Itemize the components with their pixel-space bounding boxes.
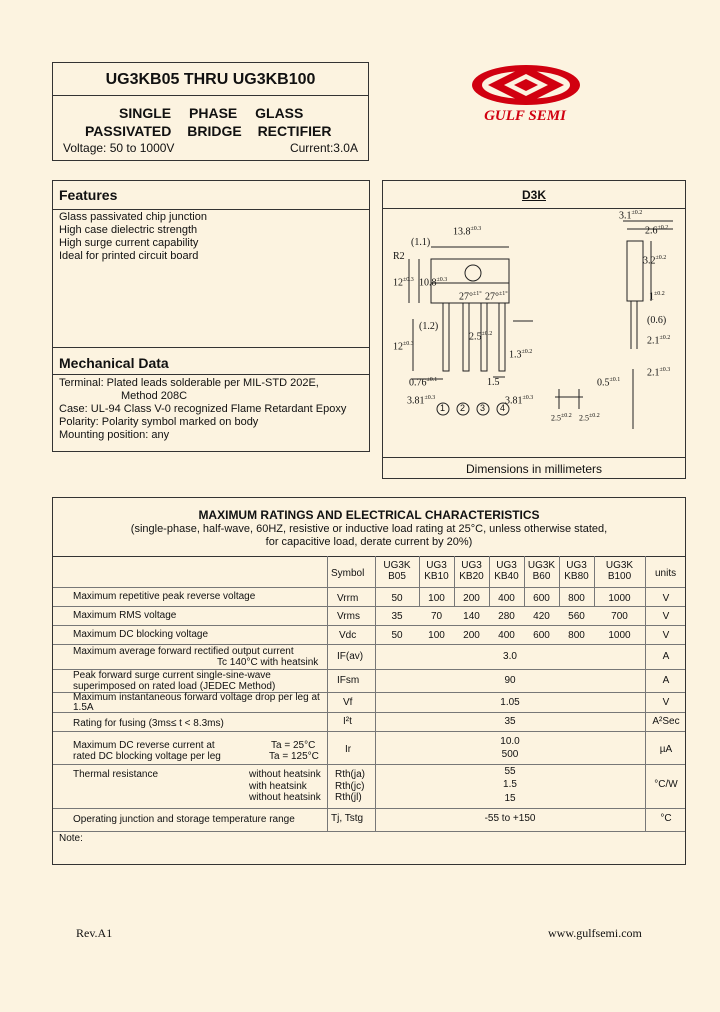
ratings-box bbox=[52, 497, 686, 865]
grid-line bbox=[53, 556, 685, 557]
row-label: 1.5A bbox=[73, 702, 94, 713]
row-label: Ta = 125°C bbox=[269, 751, 319, 762]
row-label: Maximum average forward rectified output current bbox=[73, 646, 294, 657]
row-value: 50 bbox=[391, 593, 403, 604]
mechanical-item: Terminal: Plated leads solderable per MIL-STD 202E, bbox=[59, 377, 319, 389]
dim-label: 27°$^{\pm 1^\circ}$ bbox=[485, 291, 508, 303]
ratings-note-2: for capacitive load, derate current by 20%) bbox=[265, 536, 473, 548]
row-label: Maximum RMS voltage bbox=[73, 610, 177, 621]
grid-line bbox=[53, 808, 685, 809]
units-header: units bbox=[655, 568, 677, 579]
row-value: 55 bbox=[504, 766, 516, 777]
feature-item: High surge current capability bbox=[59, 237, 199, 249]
row-label: Thermal resistance bbox=[73, 769, 159, 780]
row-value: 500 bbox=[501, 749, 519, 760]
dim-label: $10.8^{\pm 0.3}$ bbox=[419, 277, 448, 289]
package-diagram-box bbox=[382, 180, 686, 479]
dimensions-caption: Dimensions in millimeters bbox=[465, 462, 603, 476]
row-label: Maximum DC blocking voltage bbox=[73, 629, 209, 640]
grid-line bbox=[53, 606, 685, 607]
title-box bbox=[52, 62, 369, 161]
dim-label: (0.6) bbox=[647, 315, 667, 326]
row-condition: without heatsink bbox=[249, 769, 321, 780]
mechanical-item: Method 208C bbox=[121, 390, 188, 402]
pin-number: 3 bbox=[480, 403, 486, 413]
dim-label: $1.3^{\pm 0.2}$ bbox=[509, 349, 533, 361]
mechanical-item: Mounting position: any bbox=[59, 429, 170, 441]
grid-line bbox=[327, 556, 328, 831]
row-value: 100 bbox=[428, 630, 445, 641]
dim-label: 1.5 bbox=[487, 377, 500, 388]
row-value: 90 bbox=[504, 675, 516, 686]
row-symbol: Rth(ja) bbox=[335, 769, 366, 780]
row-symbol: Tj, Tstg bbox=[331, 813, 364, 824]
row-value: 70 bbox=[430, 611, 443, 622]
dim-label: $2.5^{\pm 0.2}$ bbox=[551, 413, 572, 423]
row-unit: °C bbox=[660, 813, 672, 824]
row-value: 200 bbox=[463, 630, 480, 641]
row-symbol: I²t bbox=[343, 716, 352, 727]
row-label: Maximum repetitive peak reverse voltage bbox=[73, 591, 256, 602]
row-symbol: Vrms bbox=[337, 611, 360, 622]
row-value: 10.0 bbox=[500, 736, 520, 747]
row-unit: A bbox=[662, 651, 670, 662]
row-value: 280 bbox=[498, 611, 515, 622]
gulf-semi-logo bbox=[468, 62, 584, 108]
note-label: Note: bbox=[59, 833, 83, 844]
row-value: 50 bbox=[391, 630, 403, 641]
grid-line bbox=[53, 625, 685, 626]
row-label: Rating for fusing (3ms≤ t < 8.3ms) bbox=[73, 718, 224, 729]
row-unit: V bbox=[662, 593, 670, 604]
voltage-range: Voltage: 50 to 1000V bbox=[63, 141, 175, 155]
feature-item: Ideal for printed circuit board bbox=[59, 250, 199, 262]
row-label: Operating junction and storage temperature range bbox=[73, 814, 295, 825]
row-symbol: IFsm bbox=[337, 675, 360, 686]
row-value: 3.0 bbox=[503, 651, 517, 662]
dim-label: $12^{\pm 0.3}$ bbox=[393, 341, 414, 353]
row-condition: without heatsink bbox=[249, 792, 321, 803]
dim-label: $12^{\pm 0.3}$ bbox=[393, 277, 414, 289]
row-label: Tc 140°C with heatsink bbox=[217, 657, 319, 668]
row-value: 100 bbox=[428, 593, 445, 604]
row-label: rated DC blocking voltage per leg bbox=[73, 751, 221, 762]
ratings-note-1: (single-phase, half-wave, 60HZ, resistive or inductive load rating at 25°C, unless otherwise stated, bbox=[130, 523, 608, 535]
grid-line bbox=[53, 712, 685, 713]
model-header: UG3K B05 bbox=[383, 560, 411, 582]
row-label: Ta = 25°C bbox=[271, 740, 316, 751]
row-unit: V bbox=[662, 697, 670, 708]
model-header: UG3K B100 bbox=[605, 560, 634, 582]
row-value: 420 bbox=[533, 611, 550, 622]
row-value: 35 bbox=[504, 716, 516, 727]
dim-label: (1.1) bbox=[411, 237, 431, 248]
row-symbol: IF(av) bbox=[337, 651, 364, 662]
row-value: 1.05 bbox=[500, 697, 520, 708]
pin-number: 1 bbox=[440, 403, 446, 413]
grid-line bbox=[53, 831, 685, 832]
mechanical-heading: Mechanical Data bbox=[59, 355, 169, 371]
package-divider-bottom bbox=[383, 457, 685, 458]
dim-label: $2.1^{\pm 0.3}$ bbox=[647, 367, 671, 379]
model-header: UG3 KB20 bbox=[459, 560, 484, 582]
features-heading: Features bbox=[59, 187, 118, 203]
row-value: 400 bbox=[498, 593, 515, 604]
row-unit: V bbox=[662, 611, 670, 622]
row-symbol: Rth(jl) bbox=[335, 792, 362, 803]
row-value: 200 bbox=[463, 593, 480, 604]
brand-name: GULF SEMI bbox=[484, 108, 566, 124]
lead-1 bbox=[443, 303, 449, 371]
row-label: Peak forward surge current single-sine-wave bbox=[73, 670, 271, 681]
row-label: Maximum instantaneous forward voltage drop per leg at bbox=[73, 692, 320, 703]
pin-number: 2 bbox=[460, 403, 466, 413]
side-view-body bbox=[627, 241, 643, 301]
pin-number: 4 bbox=[500, 403, 506, 413]
dim-label: $3.81^{\pm 0.3}$ bbox=[407, 395, 436, 407]
model-header: UG3 KB80 bbox=[564, 560, 589, 582]
dim-label: $3.2^{\pm 0.2}$ bbox=[643, 255, 667, 267]
row-value: -55 to +150 bbox=[484, 813, 536, 824]
row-value: 560 bbox=[568, 611, 585, 622]
dim-label: $3.81^{\pm 0.3}$ bbox=[505, 395, 534, 407]
dim-label: (1.2) bbox=[419, 321, 439, 332]
description-line-2: PASSIVATED BRIDGE RECTIFIER bbox=[85, 123, 332, 139]
feature-item: High case dielectric strength bbox=[59, 224, 198, 236]
part-number-title: UG3KB05 THRU UG3KB100 bbox=[105, 71, 316, 88]
row-value: 600 bbox=[533, 593, 550, 604]
row-value: 1.5 bbox=[503, 779, 517, 790]
row-value: 800 bbox=[568, 630, 585, 641]
row-value: 1000 bbox=[608, 630, 631, 641]
row-value: 140 bbox=[463, 611, 480, 622]
ratings-title: MAXIMUM RATINGS AND ELECTRICAL CHARACTERISTICS bbox=[198, 508, 540, 522]
dim-label: $0.5^{\pm 0.1}$ bbox=[597, 377, 621, 389]
dim-label: $2.5^{\pm 0.2}$ bbox=[579, 413, 600, 423]
row-symbol: Vrrm bbox=[337, 593, 359, 604]
mounting-hole bbox=[465, 265, 481, 281]
mechanical-divider bbox=[53, 374, 369, 375]
dim-label: $0.76^{\pm 0.1}$ bbox=[409, 377, 438, 389]
mechanical-item: Case: UL-94 Class V-0 recognized Flame Retardant Epoxy bbox=[59, 403, 347, 415]
model-header: UG3 KB10 bbox=[424, 560, 449, 582]
row-symbol: Vf bbox=[343, 697, 353, 708]
mechanical-item: Polarity: Polarity symbol marked on body bbox=[59, 416, 259, 428]
row-value: 600 bbox=[533, 630, 550, 641]
symbol-header: Symbol bbox=[331, 568, 365, 579]
row-value: 35 bbox=[391, 611, 403, 622]
row-value: 15 bbox=[504, 793, 516, 804]
grid-line bbox=[53, 731, 685, 732]
grid-line bbox=[53, 764, 685, 765]
dim-label: $2.1^{\pm 0.2}$ bbox=[647, 335, 671, 347]
package-name: D3K bbox=[521, 188, 546, 202]
description-line-1: SINGLE PHASE GLASS bbox=[119, 105, 304, 121]
revision-label: Rev.A1 bbox=[76, 926, 113, 940]
dim-label: 27°$^{\pm 1^\circ}$ bbox=[459, 291, 482, 303]
row-symbol: Rth(jc) bbox=[335, 781, 365, 792]
row-unit: °C/W bbox=[654, 779, 678, 790]
dim-label: $3.1^{\pm 0.2}$ bbox=[619, 210, 643, 222]
row-value: 700 bbox=[611, 611, 628, 622]
row-symbol: Vdc bbox=[339, 630, 357, 641]
dim-label: $2.5^{\pm 0.2}$ bbox=[469, 331, 493, 343]
grid-line bbox=[53, 644, 685, 645]
row-unit: A²Sec bbox=[652, 716, 680, 727]
row-value: 800 bbox=[568, 593, 585, 604]
row-symbol: Ir bbox=[345, 744, 352, 755]
row-unit: A bbox=[662, 675, 670, 686]
row-value: 1000 bbox=[608, 593, 631, 604]
dim-label: $1^{\pm 0.2}$ bbox=[649, 291, 665, 303]
lead-4 bbox=[499, 303, 505, 371]
feature-item: Glass passivated chip junction bbox=[59, 211, 207, 223]
title-divider bbox=[53, 95, 368, 96]
row-label: superimposed on rated load (JEDEC Method) bbox=[73, 681, 276, 692]
dim-label: R2 bbox=[393, 251, 405, 262]
row-unit: V bbox=[662, 630, 670, 641]
row-condition: with heatsink bbox=[249, 781, 307, 792]
dim-label: $13.8^{\pm 0.3}$ bbox=[453, 226, 482, 238]
grid-line bbox=[53, 587, 685, 588]
features-box bbox=[52, 180, 370, 452]
current-rating: Current:3.0A bbox=[289, 141, 358, 155]
row-value: 400 bbox=[498, 630, 515, 641]
website-link[interactable]: www.gulfsemi.com bbox=[548, 926, 642, 940]
model-header: UG3 KB40 bbox=[494, 560, 519, 582]
dim-label: $2.6^{\pm 0.2}$ bbox=[645, 225, 669, 237]
row-unit: µA bbox=[659, 744, 673, 755]
section-divider bbox=[53, 347, 369, 348]
model-header: UG3K B60 bbox=[527, 560, 556, 582]
features-divider bbox=[53, 209, 369, 210]
row-label: Maximum DC reverse current at bbox=[73, 740, 215, 751]
